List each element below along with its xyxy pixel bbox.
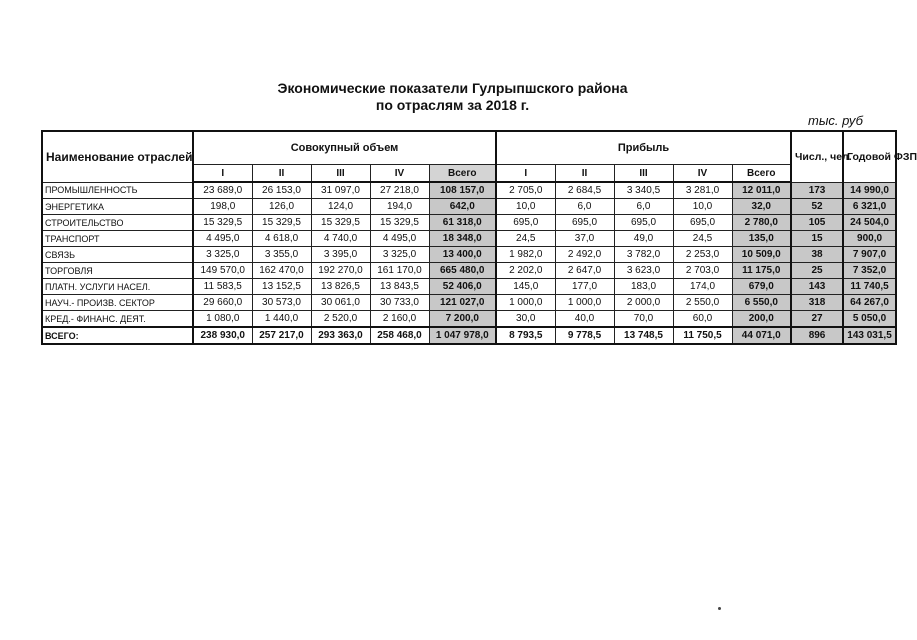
profit-cell: 174,0 (673, 279, 732, 295)
volume-cell: 13 152,5 (252, 279, 311, 295)
header-prof-q3: III (614, 165, 673, 183)
header-vol-q2: II (252, 165, 311, 183)
header-vol-q1: I (193, 165, 252, 183)
profit-cell: 183,0 (614, 279, 673, 295)
profit-cell: 3 340,5 (614, 182, 673, 199)
volume-cell: 4 495,0 (370, 231, 429, 247)
row-name: ПРОМЫШЛЕННОСТЬ (42, 182, 193, 199)
profit-cell: 1 000,0 (496, 295, 555, 311)
profit-cell: 49,0 (614, 231, 673, 247)
volume-cell: 192 270,0 (311, 263, 370, 279)
volume-cell: 121 027,0 (429, 295, 496, 311)
title-line-2: по отраслям за 2018 г. (375, 97, 530, 113)
profit-cell: 695,0 (555, 215, 614, 231)
table-body (42, 182, 896, 344)
payroll-cell: 7 907,0 (843, 247, 896, 263)
volume-cell: 31 097,0 (311, 182, 370, 199)
volume-cell: 238 930,0 (193, 327, 252, 344)
volume-cell: 257 217,0 (252, 327, 311, 344)
header-payroll: Годовой ФЗП (843, 131, 896, 182)
title-line-1: Экономические показатели Гулрыпшского района (277, 80, 628, 96)
volume-cell: 258 468,0 (370, 327, 429, 344)
volume-cell: 4 495,0 (193, 231, 252, 247)
profit-cell: 695,0 (496, 215, 555, 231)
employees-cell: 25 (791, 263, 843, 279)
employees-cell: 38 (791, 247, 843, 263)
profit-cell: 6 550,0 (732, 295, 791, 311)
profit-cell: 679,0 (732, 279, 791, 295)
volume-cell: 13 826,5 (311, 279, 370, 295)
header-employees: Числ., чел. (791, 131, 843, 182)
volume-cell: 27 218,0 (370, 182, 429, 199)
profit-cell: 695,0 (614, 215, 673, 231)
volume-cell: 1 440,0 (252, 311, 311, 328)
table-row (42, 295, 896, 311)
header-prof-q4: IV (673, 165, 732, 183)
volume-cell: 198,0 (193, 199, 252, 215)
profit-cell: 6,0 (555, 199, 614, 215)
volume-cell: 30 733,0 (370, 295, 429, 311)
payroll-cell: 64 267,0 (843, 295, 896, 311)
profit-cell: 2 492,0 (555, 247, 614, 263)
employees-cell: 105 (791, 215, 843, 231)
volume-cell: 29 660,0 (193, 295, 252, 311)
row-name: ЭНЕРГЕТИКА (42, 199, 193, 215)
volume-cell: 4 618,0 (252, 231, 311, 247)
volume-cell: 3 395,0 (311, 247, 370, 263)
row-name: КРЕД.- ФИНАНС. ДЕЯТ. (42, 311, 193, 328)
profit-cell: 1 000,0 (555, 295, 614, 311)
volume-cell: 13 843,5 (370, 279, 429, 295)
profit-cell: 695,0 (673, 215, 732, 231)
volume-cell: 2 160,0 (370, 311, 429, 328)
indicators-table (41, 130, 917, 345)
volume-cell: 3 325,0 (193, 247, 252, 263)
table-row (42, 311, 896, 328)
profit-cell: 24,5 (496, 231, 555, 247)
payroll-cell: 24 504,0 (843, 215, 896, 231)
volume-cell: 15 329,5 (252, 215, 311, 231)
table-row (42, 199, 896, 215)
profit-cell: 2 684,5 (555, 182, 614, 199)
employees-cell: 173 (791, 182, 843, 199)
profit-cell: 2 705,0 (496, 182, 555, 199)
header-volume: Совокупный объем (193, 131, 496, 165)
profit-cell: 135,0 (732, 231, 791, 247)
header-row-groups (42, 131, 896, 165)
employees-cell: 27 (791, 311, 843, 328)
volume-cell: 15 329,5 (193, 215, 252, 231)
volume-cell: 7 200,0 (429, 311, 496, 328)
row-name: СВЯЗЬ (42, 247, 193, 263)
row-name: ТОРГОВЛЯ (42, 263, 193, 279)
volume-cell: 11 583,5 (193, 279, 252, 295)
profit-cell: 3 782,0 (614, 247, 673, 263)
table-row (42, 263, 896, 279)
profit-cell: 37,0 (555, 231, 614, 247)
profit-cell: 11 175,0 (732, 263, 791, 279)
employees-cell: 318 (791, 295, 843, 311)
profit-cell: 60,0 (673, 311, 732, 328)
header-vol-q4: IV (370, 165, 429, 183)
total-row (42, 327, 896, 344)
header-prof-q1: I (496, 165, 555, 183)
volume-cell: 293 363,0 (311, 327, 370, 344)
volume-cell: 2 520,0 (311, 311, 370, 328)
volume-cell: 30 061,0 (311, 295, 370, 311)
volume-cell: 52 406,0 (429, 279, 496, 295)
volume-cell: 3 355,0 (252, 247, 311, 263)
page-title (0, 80, 905, 114)
units-label: тыс. руб (807, 113, 863, 128)
volume-cell: 126,0 (252, 199, 311, 215)
profit-cell: 70,0 (614, 311, 673, 328)
profit-cell: 11 750,5 (673, 327, 732, 344)
profit-cell: 2 550,0 (673, 295, 732, 311)
profit-cell: 2 780,0 (732, 215, 791, 231)
header-name: Наименование отраслей (42, 131, 193, 182)
volume-cell: 108 157,0 (429, 182, 496, 199)
volume-cell: 4 740,0 (311, 231, 370, 247)
payroll-cell: 5 050,0 (843, 311, 896, 328)
payroll-cell: 11 740,5 (843, 279, 896, 295)
profit-cell: 2 647,0 (555, 263, 614, 279)
payroll-cell: 6 321,0 (843, 199, 896, 215)
profit-cell: 3 281,0 (673, 182, 732, 199)
volume-cell: 1 047 978,0 (429, 327, 496, 344)
row-name: СТРОИТЕЛЬСТВО (42, 215, 193, 231)
row-name: НАУЧ.- ПРОИЗВ. СЕКТОР (42, 295, 193, 311)
payroll-cell: 900,0 (843, 231, 896, 247)
employees-cell: 15 (791, 231, 843, 247)
profit-cell: 2 202,0 (496, 263, 555, 279)
profit-cell: 200,0 (732, 311, 791, 328)
profit-cell: 3 623,0 (614, 263, 673, 279)
volume-cell: 162 470,0 (252, 263, 311, 279)
profit-cell: 2 000,0 (614, 295, 673, 311)
profit-cell: 10 509,0 (732, 247, 791, 263)
profit-cell: 145,0 (496, 279, 555, 295)
profit-cell: 1 982,0 (496, 247, 555, 263)
volume-cell: 15 329,5 (370, 215, 429, 231)
employees-cell: 52 (791, 199, 843, 215)
row-name: ПЛАТН. УСЛУГИ НАСЕЛ. (42, 279, 193, 295)
row-name: ВСЕГО: (42, 327, 193, 344)
payroll-cell: 14 990,0 (843, 182, 896, 199)
table-row (42, 215, 896, 231)
profit-cell: 2 253,0 (673, 247, 732, 263)
volume-cell: 18 348,0 (429, 231, 496, 247)
volume-cell: 665 480,0 (429, 263, 496, 279)
profit-cell: 2 703,0 (673, 263, 732, 279)
payroll-cell: 7 352,0 (843, 263, 896, 279)
volume-cell: 15 329,5 (311, 215, 370, 231)
profit-cell: 40,0 (555, 311, 614, 328)
volume-cell: 124,0 (311, 199, 370, 215)
volume-cell: 26 153,0 (252, 182, 311, 199)
table-row (42, 182, 896, 199)
volume-cell: 23 689,0 (193, 182, 252, 199)
row-name: ТРАНСПОРТ (42, 231, 193, 247)
profit-cell: 32,0 (732, 199, 791, 215)
volume-cell: 61 318,0 (429, 215, 496, 231)
profit-cell: 8 793,5 (496, 327, 555, 344)
profit-cell: 10,0 (496, 199, 555, 215)
profit-cell: 13 748,5 (614, 327, 673, 344)
volume-cell: 13 400,0 (429, 247, 496, 263)
profit-cell: 177,0 (555, 279, 614, 295)
profit-cell: 9 778,5 (555, 327, 614, 344)
header-prof-total: Всего (732, 165, 791, 183)
header-vol-total: Всего (429, 165, 496, 183)
header-prof-q2: II (555, 165, 614, 183)
volume-cell: 149 570,0 (193, 263, 252, 279)
volume-cell: 642,0 (429, 199, 496, 215)
employees-cell: 143 (791, 279, 843, 295)
profit-cell: 12 011,0 (732, 182, 791, 199)
payroll-cell: 143 031,5 (843, 327, 896, 344)
profit-cell: 10,0 (673, 199, 732, 215)
volume-cell: 194,0 (370, 199, 429, 215)
scan-speck (718, 607, 721, 610)
table-row (42, 279, 896, 295)
profit-cell: 6,0 (614, 199, 673, 215)
header-profit: Прибыль (496, 131, 791, 165)
volume-cell: 1 080,0 (193, 311, 252, 328)
volume-cell: 3 325,0 (370, 247, 429, 263)
volume-cell: 30 573,0 (252, 295, 311, 311)
table-row (42, 231, 896, 247)
profit-cell: 24,5 (673, 231, 732, 247)
employees-cell: 896 (791, 327, 843, 344)
header-vol-q3: III (311, 165, 370, 183)
table-row (42, 247, 896, 263)
volume-cell: 161 170,0 (370, 263, 429, 279)
profit-cell: 44 071,0 (732, 327, 791, 344)
profit-cell: 30,0 (496, 311, 555, 328)
